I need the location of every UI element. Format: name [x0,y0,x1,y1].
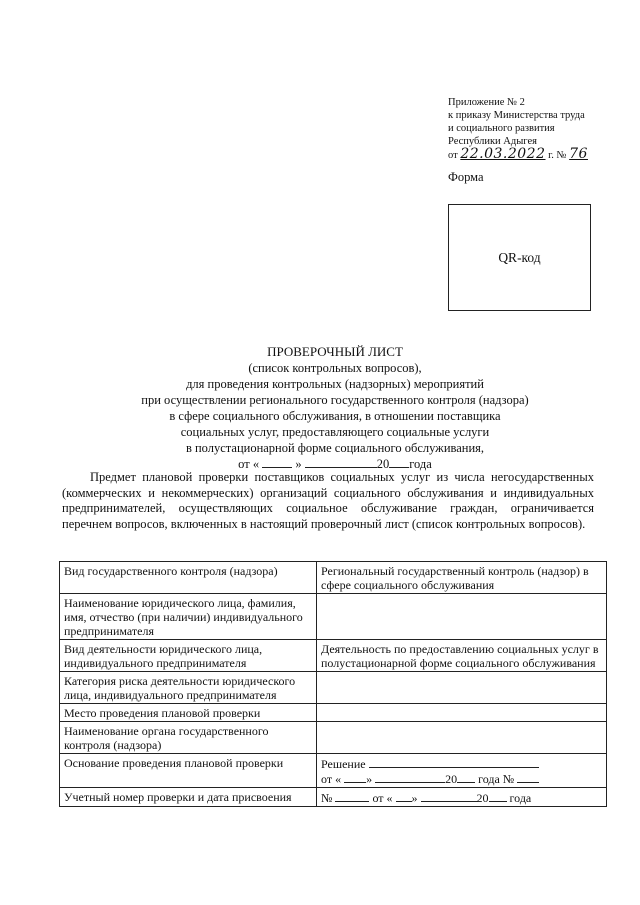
row-label: Вид деятельности юридического лица, индивидуального предпринимателя [60,640,317,672]
table-row-basis [60,754,607,788]
month-blank [305,456,377,468]
appendix-block [448,96,628,162]
row-label: Вид государственного контроля (надзора) [60,562,317,594]
row-label: Категория риска деятельности юридического лица, индивидуального предпринимателя [60,672,317,704]
number-blank [517,771,539,783]
row-value: Региональный государственный контроль (надзор) в сфере социального обслуживания [317,562,607,594]
title-line: в полустационарной форме социального обслуживания, [185,441,485,455]
qr-code-label: QR-код [498,249,541,265]
page-title: ПРОВЕРОЧНЫЙ ЛИСТ [267,344,403,359]
appendix-date-prefix: от [448,150,458,161]
appendix-date-value: 22.03.2022 [460,146,546,162]
year-blank [457,771,475,783]
year-blank [389,456,409,468]
year-prefix: 20 [376,457,390,471]
row-label: Основание проведения плановой проверки [60,754,317,788]
decision-date-line [321,771,602,786]
row-value [317,704,607,722]
date-prefix: от « [372,791,393,805]
row-value [317,722,607,754]
appendix-line-1: Приложение № 2 [448,97,525,108]
year-blank [489,790,507,802]
appendix-line-4: Республики Адыгея [448,136,537,147]
year-prefix: 20 [445,772,458,786]
date-prefix: от « [321,772,342,786]
date-quote: » [366,772,373,786]
row-value [317,594,607,640]
table-row [60,640,607,672]
decision-blank [369,756,539,768]
year-suffix: года [509,791,532,805]
title-block [60,344,610,472]
form-label: Форма [448,170,484,184]
qr-code-box [448,204,591,311]
table-row [60,672,607,704]
row-label: Наименование юридического лица, фамилия, имя, отчество (при наличии) индивидуального предпринимателя [60,594,317,640]
title-line: для проведения контрольных (надзорных) мероприятий [186,377,484,391]
row-value [317,672,607,704]
date-quote: » [295,457,302,471]
table-row [60,704,607,722]
date-suffix: года [409,457,432,471]
appendix-number-value: 76 [569,146,588,162]
appendix-line-3: и социального развития [448,123,555,134]
decision-line [321,756,602,771]
table-row-registration [60,788,607,807]
table-row [60,562,607,594]
registration-value [317,788,607,807]
title-line: в сфере социального обслуживания, в отношении поставщика [169,409,501,423]
row-value: Деятельность по предоставлению социальных услуг в полустационарной форме социального обслуживания [317,640,607,672]
title-line: (список контрольных вопросов), [248,361,422,375]
title-line: социальных услуг, предоставляющего социальные услуги [180,425,490,439]
year-suffix: года № [478,772,515,786]
date-quote: » [411,791,418,805]
basis-value [317,754,607,788]
month-blank [375,771,445,783]
intro-text: Предмет плановой проверки поставщиков социальных услуг из числа негосударственных (коммерческих и некоммерческих) организаций социального обслуживания и индивидуальных предпринимателей, осуществляющих социальное обслуживание граждан, ограничивается перечнем вопросов, включенных в настоящий проверочный лист (список контрольных вопросов). [62,470,594,531]
day-blank [396,790,412,802]
appendix-line-2: к приказу Министерства труда [448,110,585,121]
table-row [60,594,607,640]
row-label: Место проведения плановой проверки [60,704,317,722]
day-blank [344,771,366,783]
intro-paragraph [62,470,594,532]
table-row [60,722,607,754]
row-label: Учетный номер проверки и дата присвоения [60,788,317,807]
title-line: при осуществлении регионального государственного контроля (надзора) [141,393,529,407]
appendix-date-line [448,148,628,162]
number-blank [335,790,369,802]
day-blank [262,456,292,468]
year-prefix: 20 [476,791,489,805]
date-prefix: от « [238,457,260,471]
row-label: Наименование органа государственного контроля (надзора) [60,722,317,754]
number-sign: № [321,791,333,805]
appendix-number-prefix: г. № [548,150,567,161]
month-blank [421,790,477,802]
decision-label: Решение [321,757,366,771]
checklist-table [59,561,607,807]
